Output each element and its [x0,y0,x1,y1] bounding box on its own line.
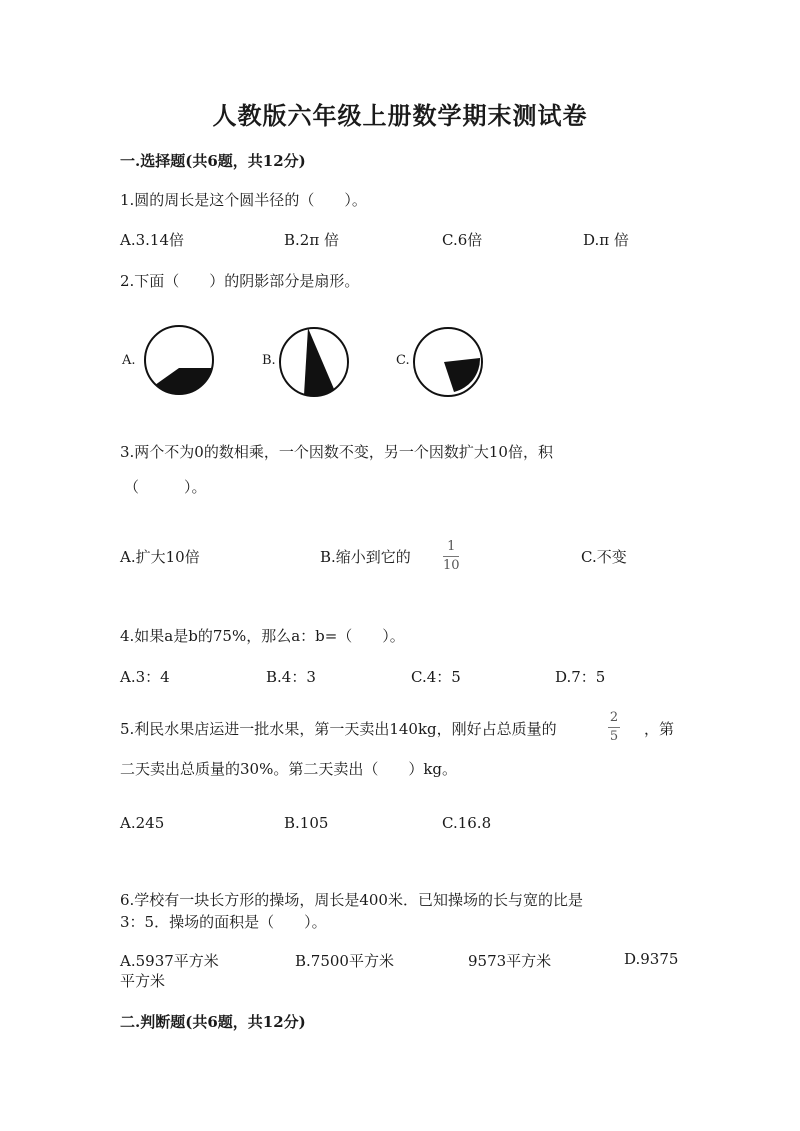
question-6-text: 6.学校有一块长方形的操场，周长是400米．已知操场的长与宽的比是 [120,891,583,909]
fraction-one-tenth [443,540,460,574]
question-5-option-b: B.105 [284,814,329,832]
question-1-option-b: B.2π 倍 [284,231,339,249]
question-3-option-a: A.扩大10倍 [120,548,200,566]
fraction-numerator: 1 [447,539,456,554]
question-5-text: 5.利民水果店运进一批水果，第一天卖出140kg，刚好占总质量的 [120,720,557,738]
question-6-option-d-wrap: 平方米 [120,972,166,990]
fraction-numerator: 2 [609,710,619,725]
question-4-option-c: C.4：5 [411,668,461,686]
question-6-option-b: B.7500平方米 [295,952,394,970]
question-1-text: 1.圆的周长是这个圆半径的（ ）。 [120,191,367,209]
section-heading-choice: 一.选择题(共6题，共12分) [120,152,306,170]
question-6-option-a: A.5937平方米 [120,952,219,970]
question-4-option-b: B.4：3 [266,668,316,686]
sector-figure-b [278,326,350,398]
question-3-option-b: B.缩小到它的 [320,548,411,566]
question-4-option-d: D.7：5 [555,668,606,686]
question-6-option-c: 9573平方米 [468,952,552,970]
figure-c-label: C. [396,353,410,368]
figure-a-label: A. [122,353,136,368]
fraction-denominator: 5 [609,729,619,745]
sector-figure-c [412,326,484,398]
question-1-option-c: C.6倍 [442,231,483,249]
question-5-option-a: A.245 [120,814,165,832]
figure-b-label: B. [262,353,276,368]
question-6-option-d: D.9375 [624,950,679,968]
question-3-blank: （ ）。 [124,478,207,496]
question-1-option-a: A.3.14倍 [120,231,184,249]
question-3-text: 3.两个不为0的数相乘，一个因数不变，另一个因数扩大10倍，积 [120,443,553,461]
question-4-text: 4.如果a是b的75%，那么a：b=（ ）。 [120,627,405,645]
question-6-text-line2: 3：5．操场的面积是（ ）。 [120,913,327,931]
fraction-denominator: 10 [443,558,460,574]
question-5-option-c: C.16.8 [442,814,492,832]
question-1-option-d: D.π 倍 [583,231,629,249]
section-heading-judgement: 二.判断题(共6题，共12分) [120,1013,306,1031]
question-5-text-end: ，第 [644,720,675,738]
fraction-bar [608,727,620,728]
question-3-option-c: C.不变 [581,548,627,566]
fraction-bar [443,556,459,557]
question-2-text: 2.下面（ ）的阴影部分是扇形。 [120,272,360,290]
fraction-two-fifths [608,711,620,745]
sector-figure-a [143,323,215,397]
page-title: 人教版六年级上册数学期末测试卷 [212,101,588,130]
question-5-text-line2: 二天卖出总质量的30%。第二天卖出（ ）kg。 [120,760,458,778]
question-4-option-a: A.3：4 [120,668,170,686]
